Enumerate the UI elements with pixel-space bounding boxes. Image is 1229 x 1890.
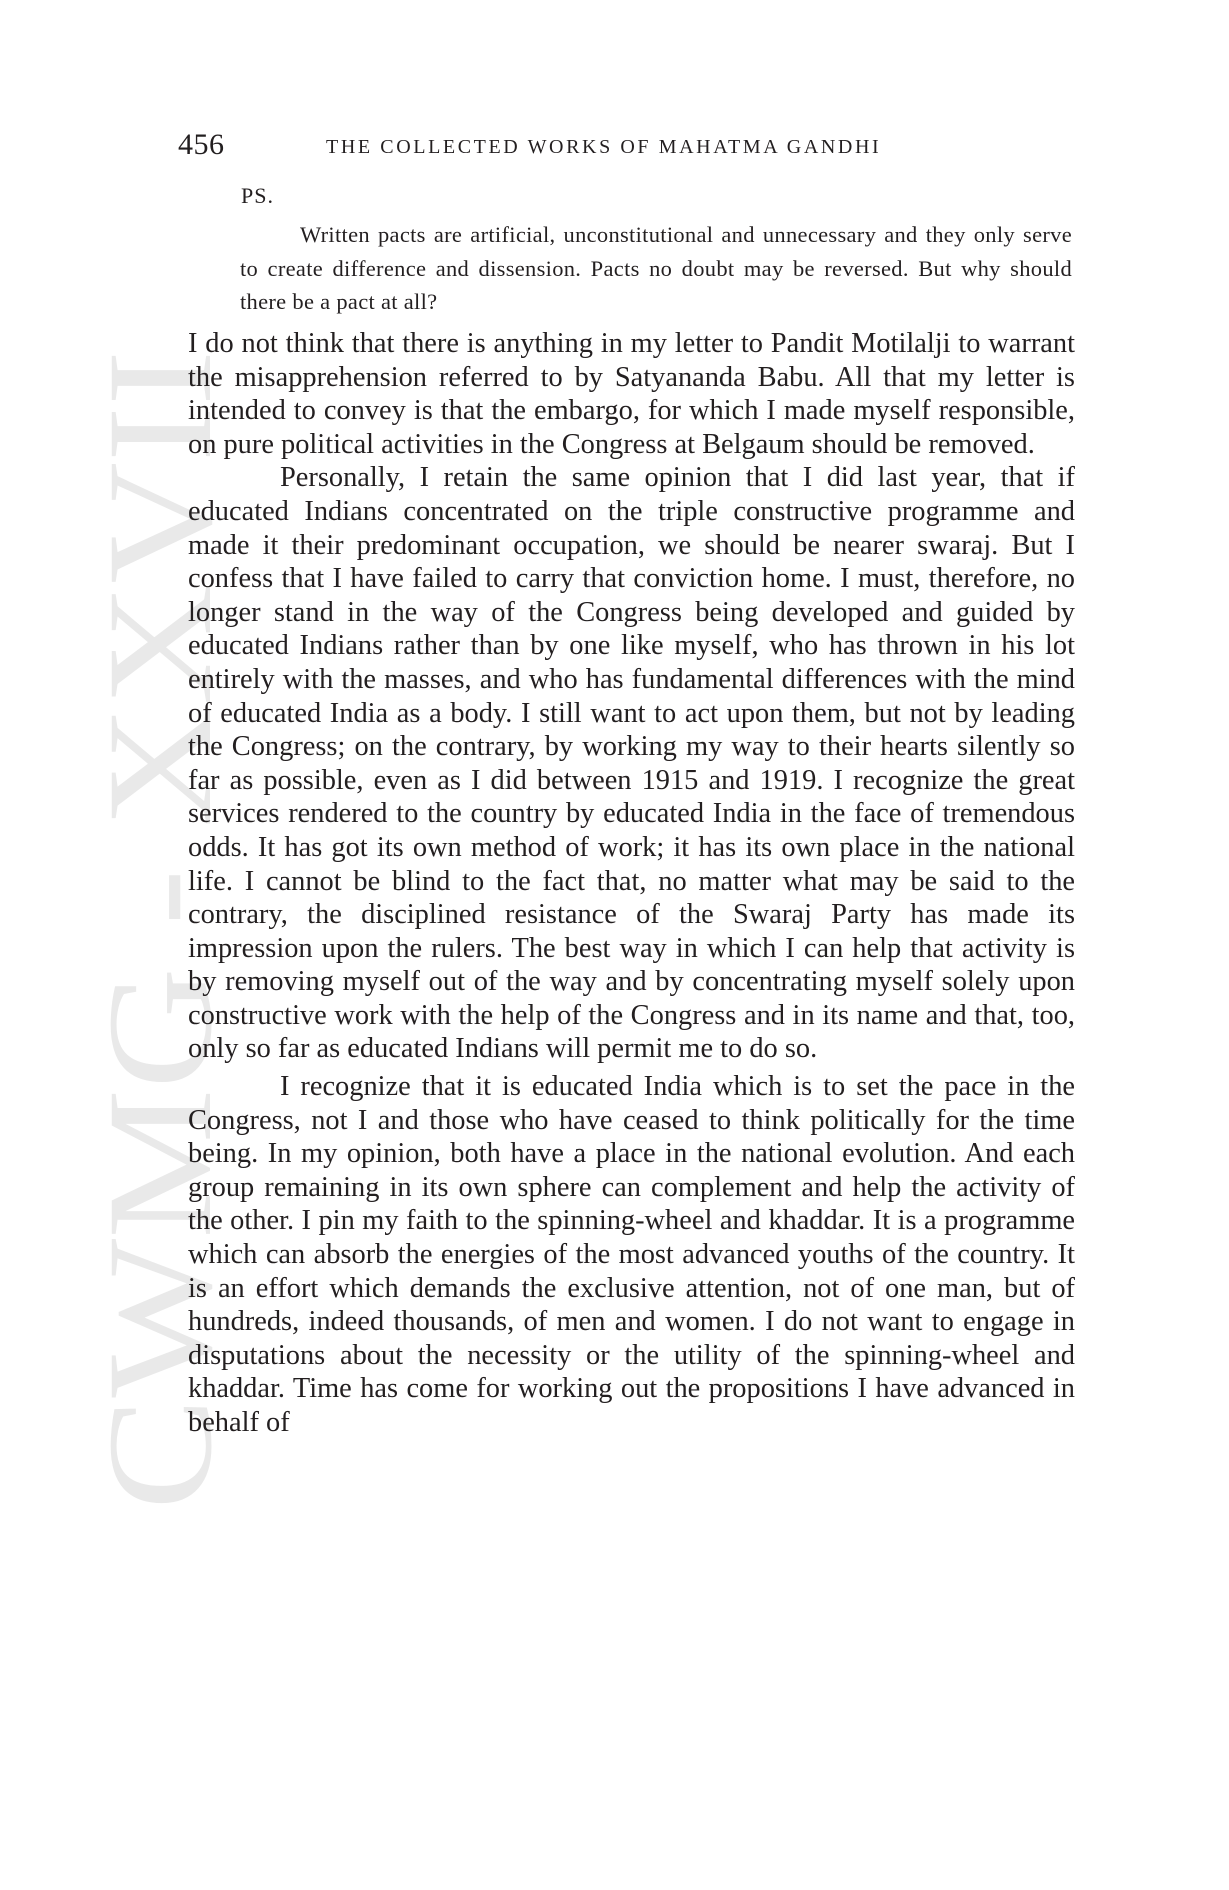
postscript-label: PS. xyxy=(241,183,274,208)
paragraph: I recognize that it is educated India which is to set the pace in the Congress, not I and those who have ceased to think politically for the time being. In my opinion, both have a place in the national evolution. And each group remaining in its own sphere can complement and help the activity of the other. I pin my faith to the spinning-wheel and khaddar. It is a programme which can absorb the energies of the most advanced youths of the country. It is an effort which demands the exclusive attention, not of one man, but of hundreds, indeed thousands, of men and women. I do not want to engage in disputations about the necessity or the utility of the spinning-wheel and khaddar. Time has come for working out the propositions I have advanced in behalf of xyxy=(188,1071,1075,1438)
watermark-text: CWMG XXVII xyxy=(110,476,240,1510)
paragraph: Personally, I retain the same opinion that I did last year, that if educated Indians concentrated on the triple constructive programme and made it their predominant occupation, we should be nearer swaraj. But I confess that I have failed to carry that conviction home. I must, therefore, no longer stand in the way of the Congress being developed and guided by educated Indians rather than by one like myself, who has thrown in his lot entirely with the masses, and who has fundamental differences with the mind of educated India as a body. I still want to act upon them, but not by leading the Congress; on the contrary, by working my way to their hearts silently so far as possible, even as I did between 1915 and 1919. I recognize the great services rendered to the country by educated India in the face of tremendous odds. It has got its own method of work; it has its own place in the national life. I cannot be blind to the fact that, no matter what may be said to the contrary, the disciplined resistance of the Swaraj Party has made its impression upon the rulers. The best way in which I can help that activity is by removing myself out of the way and by concentrating myself solely upon constructive work with the help of the Congress and in its name and that, too, only so far as educated Indians will permit me to do so. xyxy=(188,462,1075,1065)
page-header xyxy=(178,128,1078,168)
page-number: 456 xyxy=(178,128,225,161)
body-text xyxy=(188,327,1075,1440)
paragraph: I do not think that there is anything in my letter to Pandit Motilalji to warrant the misapprehension referred to by Satyananda Babu. All that my letter is intended to convey is that the embargo, for which I made myself responsible, on pure political activities in the Congress at Belgaum should be removed. xyxy=(188,328,1075,460)
postscript-text: Written pacts are artificial, unconstitutional and unnecessary and they only serve to create difference and dissension. Pacts no doubt may be reversed. But why should there be a pact at all? xyxy=(240,222,1072,314)
running-title: THE COLLECTED WORKS OF MAHATMA GANDHI xyxy=(326,136,882,158)
